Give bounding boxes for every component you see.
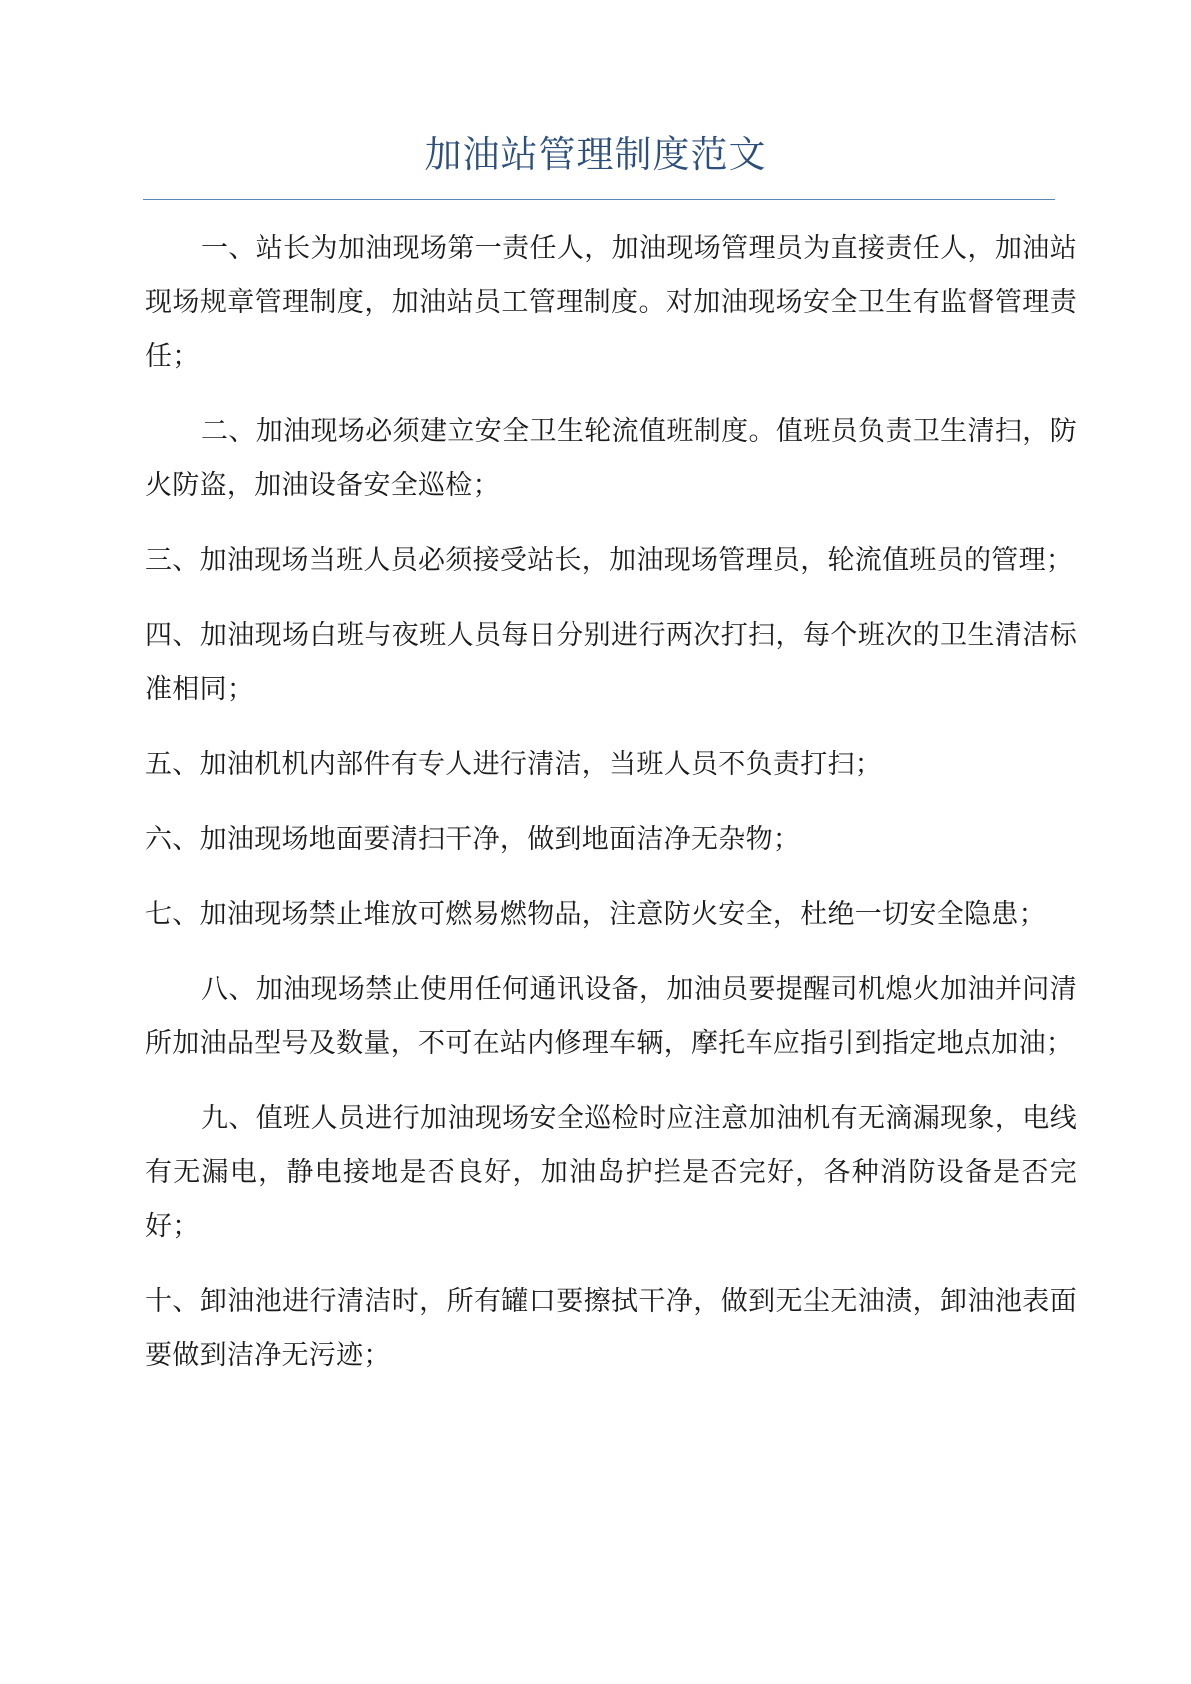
paragraph-4: 四、加油现场白班与夜班人员每日分别进行两次打扫，每个班次的卫生清洁标准相同；	[145, 620, 1077, 705]
paragraph-8: 八、加油现场禁止使用任何通讯设备，加油员要提醒司机熄火加油并问清所加油品型号及数量，不可在站内修理车辆，摩托车应指引到指定地点加油；	[145, 974, 1077, 1059]
title-underline	[143, 199, 1055, 200]
paragraph-3: 三、加油现场当班人员必须接受站长，加油现场管理员，轮流值班员的管理；	[145, 545, 1074, 576]
document-title: 加油站管理制度范文	[424, 133, 767, 176]
paragraph-2: 二、加油现场必须建立安全卫生轮流值班制度。值班员负责卫生清扫，防火防盗，加油设备安全巡检；	[145, 416, 1077, 501]
paragraph-5: 五、加油机机内部件有专人进行清洁，当班人员不负责打扫；	[145, 749, 883, 780]
paragraph-6: 六、加油现场地面要清扫干净，做到地面洁净无杂物；	[145, 824, 801, 855]
paragraph-9: 九、值班人员进行加油现场安全巡检时应注意加油机有无滴漏现象，电线有无漏电，静电接地是否良好，加油岛护拦是否完好，各种消防设备是否完好；	[145, 1103, 1077, 1242]
paragraph-7: 七、加油现场禁止堆放可燃易燃物品，注意防火安全，杜绝一切安全隐患；	[145, 899, 1046, 930]
paragraph-1: 一、站长为加油现场第一责任人，加油现场管理员为直接责任人，加油站现场规章管理制度，加油站员工管理制度。对加油现场安全卫生有监督管理责任；	[145, 233, 1077, 372]
document-body	[145, 222, 1077, 1404]
paragraph-10: 十、卸油池进行清洁时，所有罐口要擦拭干净，做到无尘无油渍，卸油池表面要做到洁净无污迹；	[145, 1286, 1077, 1371]
